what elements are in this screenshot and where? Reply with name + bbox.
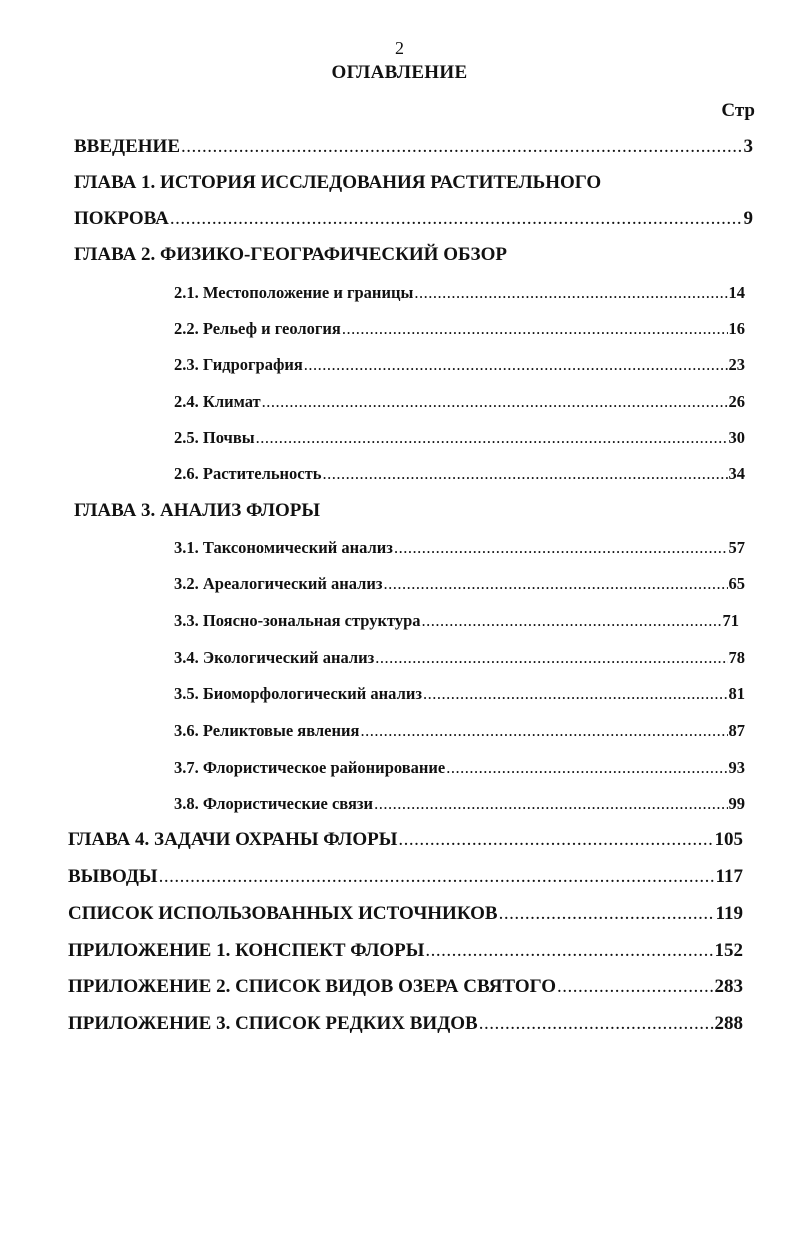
toc-entry-appendix-1[interactable] xyxy=(68,940,743,962)
leader-dots xyxy=(425,940,713,962)
toc-chapter-1-heading[interactable]: ГЛАВА 1. ИСТОРИЯ ИССЛЕДОВАНИЯ РАСТИТЕЛЬНОГО xyxy=(74,172,602,193)
toc-entry-page: 93 xyxy=(728,758,745,777)
toc-entry-references[interactable] xyxy=(68,903,743,925)
toc-entry-page: 81 xyxy=(728,684,745,703)
toc-chapter-2-heading[interactable]: ГЛАВА 2. ФИЗИКО-ГЕОГРАФИЧЕСКИЙ ОБЗОР xyxy=(74,244,507,265)
leader-dots xyxy=(557,976,714,998)
toc-entry-page: 65 xyxy=(728,574,745,593)
toc-entry-page: 57 xyxy=(728,538,745,557)
toc-section-2-1[interactable] xyxy=(174,283,745,303)
toc-section-3-3[interactable] xyxy=(174,611,739,631)
leader-dots xyxy=(262,392,728,412)
toc-entry-title: ПРИЛОЖЕНИЕ 2. СПИСОК ВИДОВ ОЗЕРА СВЯТОГО xyxy=(68,976,556,997)
toc-section-2-3[interactable] xyxy=(174,355,745,375)
toc-entry-page: 119 xyxy=(715,903,743,924)
leader-dots xyxy=(499,903,715,925)
toc-section-2-4[interactable] xyxy=(174,392,745,412)
toc-entry-title: ВЫВОДЫ xyxy=(68,866,158,887)
leader-dots xyxy=(394,538,728,558)
toc-entry-page: 3 xyxy=(743,136,753,157)
toc-entry-page: 152 xyxy=(714,940,743,961)
toc-entry-title: ПОКРОВА xyxy=(74,208,169,229)
toc-entry-page: 288 xyxy=(714,1013,743,1034)
toc-entry-page: 78 xyxy=(728,648,745,667)
leader-dots xyxy=(374,794,727,814)
toc-section-2-6[interactable] xyxy=(174,464,745,484)
toc-entry-page: 283 xyxy=(714,976,743,997)
leader-dots xyxy=(384,574,728,594)
toc-entry-conclusions[interactable] xyxy=(68,866,743,888)
toc-entry-page: 105 xyxy=(714,829,743,850)
leader-dots xyxy=(304,355,728,375)
toc-entry-title: 2.3. Гидрография xyxy=(174,355,303,374)
leader-dots xyxy=(398,829,713,851)
toc-entry-page: 30 xyxy=(728,428,745,447)
toc-entry-title: ПРИЛОЖЕНИЕ 1. КОНСПЕКТ ФЛОРЫ xyxy=(68,940,425,961)
toc-entry-page: 26 xyxy=(728,392,745,411)
toc-entry-title: ГЛАВА 4. ЗАДАЧИ ОХРАНЫ ФЛОРЫ xyxy=(68,829,398,850)
page-column-label: Стр xyxy=(721,100,755,121)
toc-entry-page: 14 xyxy=(728,283,745,302)
leader-dots xyxy=(256,428,728,448)
leader-dots xyxy=(360,721,727,741)
toc-entry-title: 2.4. Климат xyxy=(174,392,261,411)
toc-entry-title: ПРИЛОЖЕНИЕ 3. СПИСОК РЕДКИХ ВИДОВ xyxy=(68,1013,478,1034)
toc-section-3-2[interactable] xyxy=(174,574,745,594)
toc-entry-page: 71 xyxy=(722,611,739,630)
toc-entry-title: 3.7. Флористическое районирование xyxy=(174,758,446,777)
toc-entry-title: 2.5. Почвы xyxy=(174,428,255,447)
toc-entry-page: 87 xyxy=(728,721,745,740)
page-title: ОГЛАВЛЕНИЕ xyxy=(331,62,468,83)
leader-dots xyxy=(159,866,715,888)
toc-section-2-2[interactable] xyxy=(174,319,745,339)
toc-entry-introduction[interactable] xyxy=(74,136,753,158)
toc-entry-page: 99 xyxy=(728,794,745,813)
toc-section-3-6[interactable] xyxy=(174,721,745,741)
leader-dots xyxy=(423,684,728,704)
toc-entry-title: 3.2. Ареалогический анализ xyxy=(174,574,383,593)
leader-dots xyxy=(375,648,727,668)
toc-entry-title: СПИСОК ИСПОЛЬЗОВАННЫХ ИСТОЧНИКОВ xyxy=(68,903,498,924)
leader-dots xyxy=(322,464,727,484)
leader-dots xyxy=(479,1013,714,1035)
leader-dots xyxy=(446,758,727,778)
leader-dots xyxy=(342,319,728,339)
leader-dots xyxy=(414,283,727,303)
toc-section-2-5[interactable] xyxy=(174,428,745,448)
leader-dots xyxy=(181,136,743,158)
toc-entry-page: 9 xyxy=(743,208,753,229)
toc-entry-page: 23 xyxy=(728,355,745,374)
toc-entry-title: 3.4. Экологический анализ xyxy=(174,648,375,667)
toc-entry-page: 34 xyxy=(728,464,745,483)
toc-section-3-4[interactable] xyxy=(174,648,745,668)
toc-entry-chapter-4[interactable] xyxy=(68,829,743,851)
toc-entry-page: 117 xyxy=(715,866,743,887)
leader-dots xyxy=(170,208,743,230)
toc-section-3-5[interactable] xyxy=(174,684,745,704)
toc-section-3-1[interactable] xyxy=(174,538,745,558)
toc-entry-appendix-2[interactable] xyxy=(68,976,743,998)
toc-section-3-7[interactable] xyxy=(174,758,745,778)
toc-entry-title: 3.6. Реликтовые явления xyxy=(174,721,360,740)
toc-entry-appendix-3[interactable] xyxy=(68,1013,743,1035)
toc-entry-title: 2.1. Местоположение и границы xyxy=(174,283,414,302)
toc-entry-title: 3.8. Флористические связи xyxy=(174,794,374,813)
toc-chapter-3-heading[interactable]: ГЛАВА 3. АНАЛИЗ ФЛОРЫ xyxy=(74,500,321,521)
page-number: 2 xyxy=(395,38,404,58)
toc-entry-page: 16 xyxy=(728,319,745,338)
toc-entry-title: 3.3. Поясно-зональная структура xyxy=(174,611,421,630)
toc-entry-title: 2.2. Рельеф и геология xyxy=(174,319,341,338)
toc-entry-title: 3.5. Биоморфологический анализ xyxy=(174,684,422,703)
toc-entry-title: 3.1. Таксономический анализ xyxy=(174,538,393,557)
leader-dots xyxy=(422,611,722,631)
toc-entry-title: ВВЕДЕНИЕ xyxy=(74,136,180,157)
toc-entry-chapter-1[interactable] xyxy=(74,208,753,230)
toc-entry-title: 2.6. Растительность xyxy=(174,464,322,483)
toc-section-3-8[interactable] xyxy=(174,794,745,814)
